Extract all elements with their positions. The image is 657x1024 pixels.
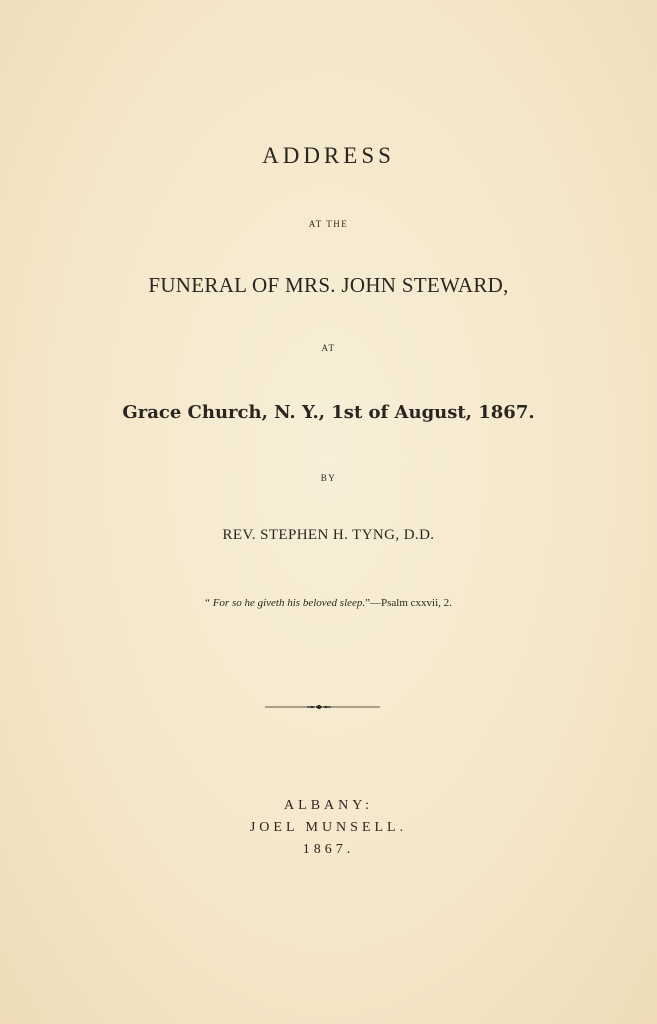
connector-by: BY	[320, 473, 337, 483]
epigraph-close-quote: ”	[365, 597, 371, 609]
epigraph	[0, 597, 657, 609]
imprint-publisher: JOEL MUNSELL.	[249, 820, 408, 835]
epigraph-citation: —Psalm cxxvii, 2.	[370, 597, 452, 609]
imprint-place: ALBANY:	[284, 798, 373, 813]
author-line: REV. STEPHEN H. TYNG, D.D.	[222, 527, 435, 543]
ornamental-rule-icon	[265, 700, 380, 714]
epigraph-open-quote: “	[205, 597, 210, 609]
book-title: ADDRESS	[262, 143, 395, 168]
epigraph-text: For so he giveth his beloved sleep.	[212, 597, 366, 609]
connector-at-the: AT THE	[308, 219, 349, 229]
connector-at: AT	[321, 343, 336, 353]
imprint-year: 1867.	[302, 842, 355, 857]
venue-line: Grace Church, N. Y., 1st of August, 1867.	[122, 402, 535, 423]
subject-line: FUNERAL OF MRS. JOHN STEWARD,	[148, 273, 509, 297]
